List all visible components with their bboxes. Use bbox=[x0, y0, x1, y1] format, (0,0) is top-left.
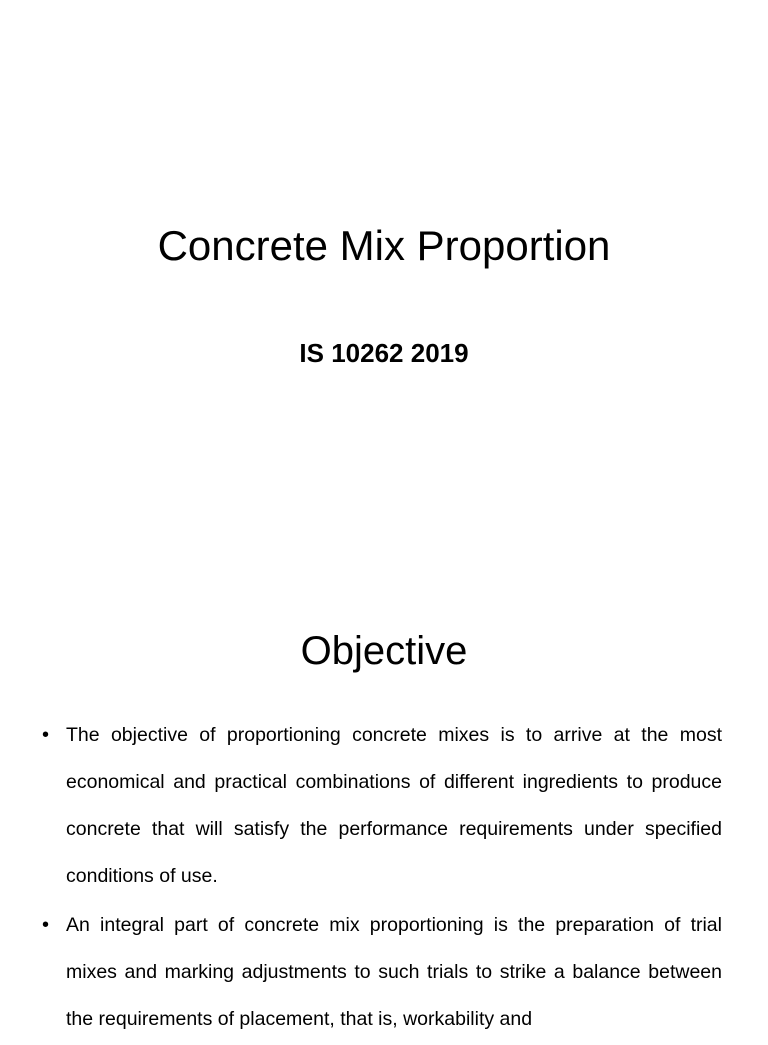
bullet-item bbox=[42, 712, 722, 900]
bullet-text: An integral part of concrete mix proportioning is the preparation of trial mixes and marking adjustments to such trials to strike a balance between the requirements of placement, that is, workability and bbox=[66, 914, 722, 1030]
bullet-item bbox=[42, 902, 722, 1043]
bullet-list bbox=[42, 712, 722, 1045]
bullet-icon: • bbox=[42, 724, 50, 746]
bullet-text: The objective of proportioning concrete mixes is to arrive at the most economical and practical combinations of different ingredients to produce concrete that will satisfy the performance requirements under specified conditions of use. bbox=[66, 724, 722, 887]
slide-title: Concrete Mix Proportion bbox=[157, 222, 611, 269]
bullet-icon: • bbox=[42, 914, 50, 936]
section-heading: Objective bbox=[300, 629, 468, 673]
slide-subtitle: IS 10262 2019 bbox=[299, 338, 469, 368]
